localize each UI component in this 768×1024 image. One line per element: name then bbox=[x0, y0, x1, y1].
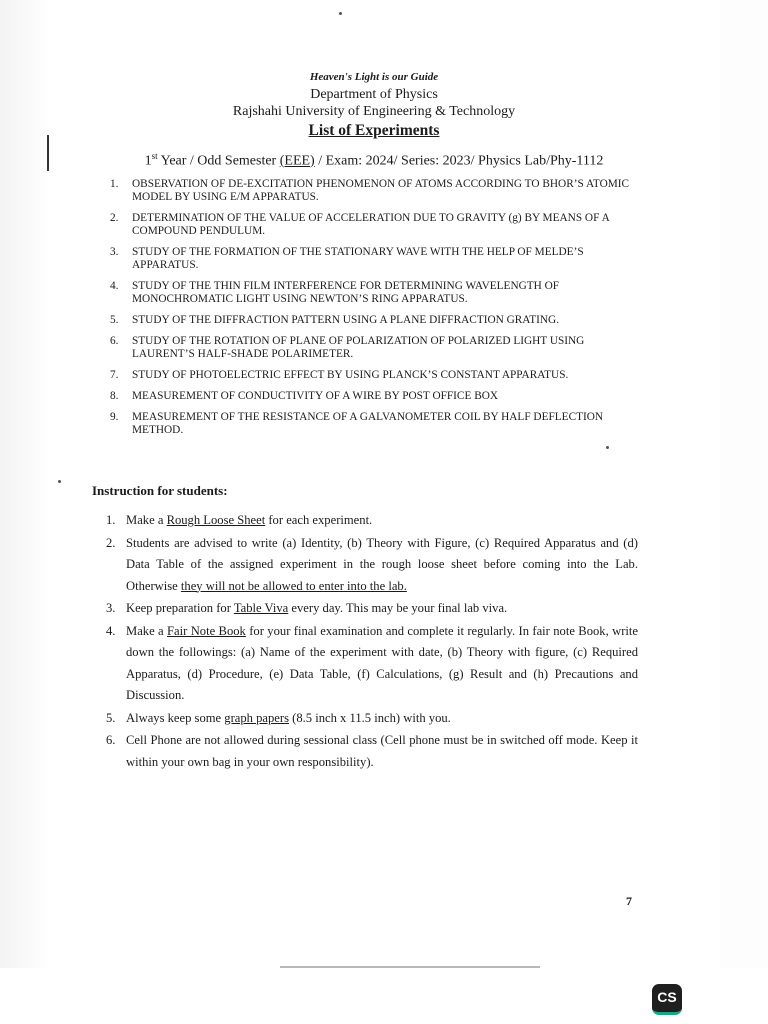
text-segment: Students are advised to write (a) Identity, (b) Theory with Figure, (c) Required Apparatus and (d) Data Table of the assigned experiment in the rough loose sheet before coming into the Lab. Otherwise bbox=[126, 535, 638, 593]
item-text: STUDY OF THE THIN FILM INTERFERENCE FOR DETERMINING WAVELENGTH OF MONOCHROMATIC LIGHT USING NEWTON’S RING APPARATUS. bbox=[132, 280, 560, 305]
item-number: 7. bbox=[110, 369, 119, 381]
university-name: Rajshahi University of Engineering & Technology bbox=[232, 104, 516, 119]
item-text bbox=[126, 708, 638, 730]
underlined-text: Rough Loose Sheet bbox=[166, 513, 266, 527]
item-text: STUDY OF THE FORMATION OF THE STATIONARY WAVE WITH THE HELP OF MELDE’S APPARATUS. bbox=[132, 246, 584, 271]
instruction-list bbox=[106, 510, 638, 774]
list-item bbox=[110, 280, 630, 306]
list-item bbox=[110, 411, 630, 437]
item-text bbox=[126, 598, 638, 620]
year-suffix: st bbox=[151, 151, 158, 161]
text-segment: Keep preparation for bbox=[126, 601, 234, 615]
item-text bbox=[126, 621, 638, 707]
text-segment: Make a bbox=[126, 513, 167, 527]
underlined-text: Fair Note Book bbox=[167, 623, 246, 638]
course-line-part1: Year / Odd Semester bbox=[157, 153, 280, 169]
list-item bbox=[110, 335, 630, 361]
text-segment: Cell Phone are not allowed during sessional class (Cell phone must be in switched off mode. Keep it within your own bag in your own responsibility). bbox=[126, 733, 638, 769]
scan-speck bbox=[339, 12, 342, 15]
scan-speck bbox=[58, 480, 61, 483]
item-number: 2. bbox=[110, 212, 119, 224]
document-header bbox=[50, 68, 698, 171]
text-segment: Always keep some bbox=[126, 710, 225, 725]
instructions-heading: Instruction for students: bbox=[92, 483, 228, 498]
item-text bbox=[126, 533, 638, 598]
text-segment: for your final examination and complete it regularly. In fair note Book, write down the followings: (a) Name of the experiment with date, (b) Theory with figure, (c) Required Apparatus, (d) Procedure, (e) Data Table, (f) Calculations, (g) Result and (h) Precautions and Discussion. bbox=[126, 623, 638, 702]
item-number: 2. bbox=[106, 535, 116, 550]
item-number: 1. bbox=[110, 178, 119, 190]
list-item bbox=[106, 533, 638, 598]
item-text: MEASUREMENT OF CONDUCTIVITY OF A WIRE BY POST OFFICE BOX bbox=[132, 390, 499, 402]
text-segment: Make a bbox=[126, 623, 168, 638]
camscanner-logo-icon: CS bbox=[652, 984, 682, 1015]
motto: Heaven's Light is our Guide bbox=[309, 71, 439, 83]
item-text: STUDY OF THE DIFFRACTION PATTERN USING A PLANE DIFFRACTION GRATING. bbox=[132, 314, 560, 326]
course-line-part2: / Exam: 2024/ Series: 2023/ Physics Lab/Phy-1112 bbox=[314, 153, 604, 169]
item-number: 6. bbox=[110, 335, 119, 347]
list-item bbox=[106, 708, 638, 730]
item-number: 3. bbox=[106, 601, 116, 615]
item-text: STUDY OF THE ROTATION OF PLANE OF POLARIZATION OF POLARIZED LIGHT USING LAURENT’S HALF-SHADE POLARIMETER. bbox=[132, 335, 585, 360]
margin-pen-mark bbox=[47, 135, 49, 171]
item-text: MEASUREMENT OF THE RESISTANCE OF A GALVANOMETER COIL BY HALF DEFLECTION METHOD. bbox=[132, 411, 604, 436]
item-number: 8. bbox=[110, 390, 119, 402]
list-item bbox=[106, 510, 638, 532]
page-title: List of Experiments bbox=[308, 122, 440, 139]
item-number: 4. bbox=[106, 623, 116, 638]
underlined-text: graph papers bbox=[224, 710, 289, 725]
year-number: 1 bbox=[144, 153, 152, 169]
department-name: Department of Physics bbox=[310, 87, 438, 102]
item-number: 3. bbox=[110, 246, 119, 258]
list-item bbox=[110, 246, 630, 272]
list-item bbox=[106, 730, 638, 773]
item-text: STUDY OF PHOTOELECTRIC EFFECT BY USING PLANCK’S CONSTANT APPARATUS. bbox=[132, 369, 569, 381]
experiment-list bbox=[110, 178, 630, 445]
scan-right-margin bbox=[720, 0, 768, 968]
item-number: 9. bbox=[110, 411, 119, 423]
item-number: 5. bbox=[106, 710, 116, 725]
list-item bbox=[110, 314, 630, 327]
item-number: 4. bbox=[110, 280, 119, 292]
list-item bbox=[110, 390, 630, 403]
scan-left-margin bbox=[0, 0, 50, 968]
underlined-text: they will not be allowed to enter into the lab. bbox=[180, 578, 407, 593]
item-text: OBSERVATION OF DE-EXCITATION PHENOMENON OF ATOMS ACCORDING TO BHOR’S ATOMIC MODEL BY USING E/M APPARATUS. bbox=[132, 178, 630, 203]
text-segment: for each experiment. bbox=[265, 513, 373, 527]
item-number: 1. bbox=[106, 513, 116, 527]
item-text bbox=[126, 510, 638, 532]
list-item bbox=[106, 621, 638, 707]
item-text bbox=[126, 730, 638, 773]
underlined-text: Table Viva bbox=[233, 601, 289, 615]
item-number: 5. bbox=[110, 314, 119, 326]
list-item bbox=[110, 178, 630, 204]
item-number: 6. bbox=[106, 733, 116, 747]
scan-speck bbox=[606, 446, 609, 449]
page-number: 7 bbox=[626, 894, 632, 908]
list-item bbox=[110, 212, 630, 238]
list-item bbox=[106, 598, 638, 620]
text-segment: (8.5 inch x 11.5 inch) with you. bbox=[288, 710, 451, 725]
text-segment: every day. This may be your final lab viva. bbox=[288, 601, 508, 615]
course-line bbox=[50, 147, 698, 171]
course-dept: (EEE) bbox=[279, 153, 315, 169]
page-bottom-edge bbox=[280, 966, 540, 968]
item-text: DETERMINATION OF THE VALUE OF ACCELERATION DUE TO GRAVITY (g) BY MEANS OF A COMPOUND PENDULUM. bbox=[132, 212, 610, 237]
list-item bbox=[110, 369, 630, 382]
